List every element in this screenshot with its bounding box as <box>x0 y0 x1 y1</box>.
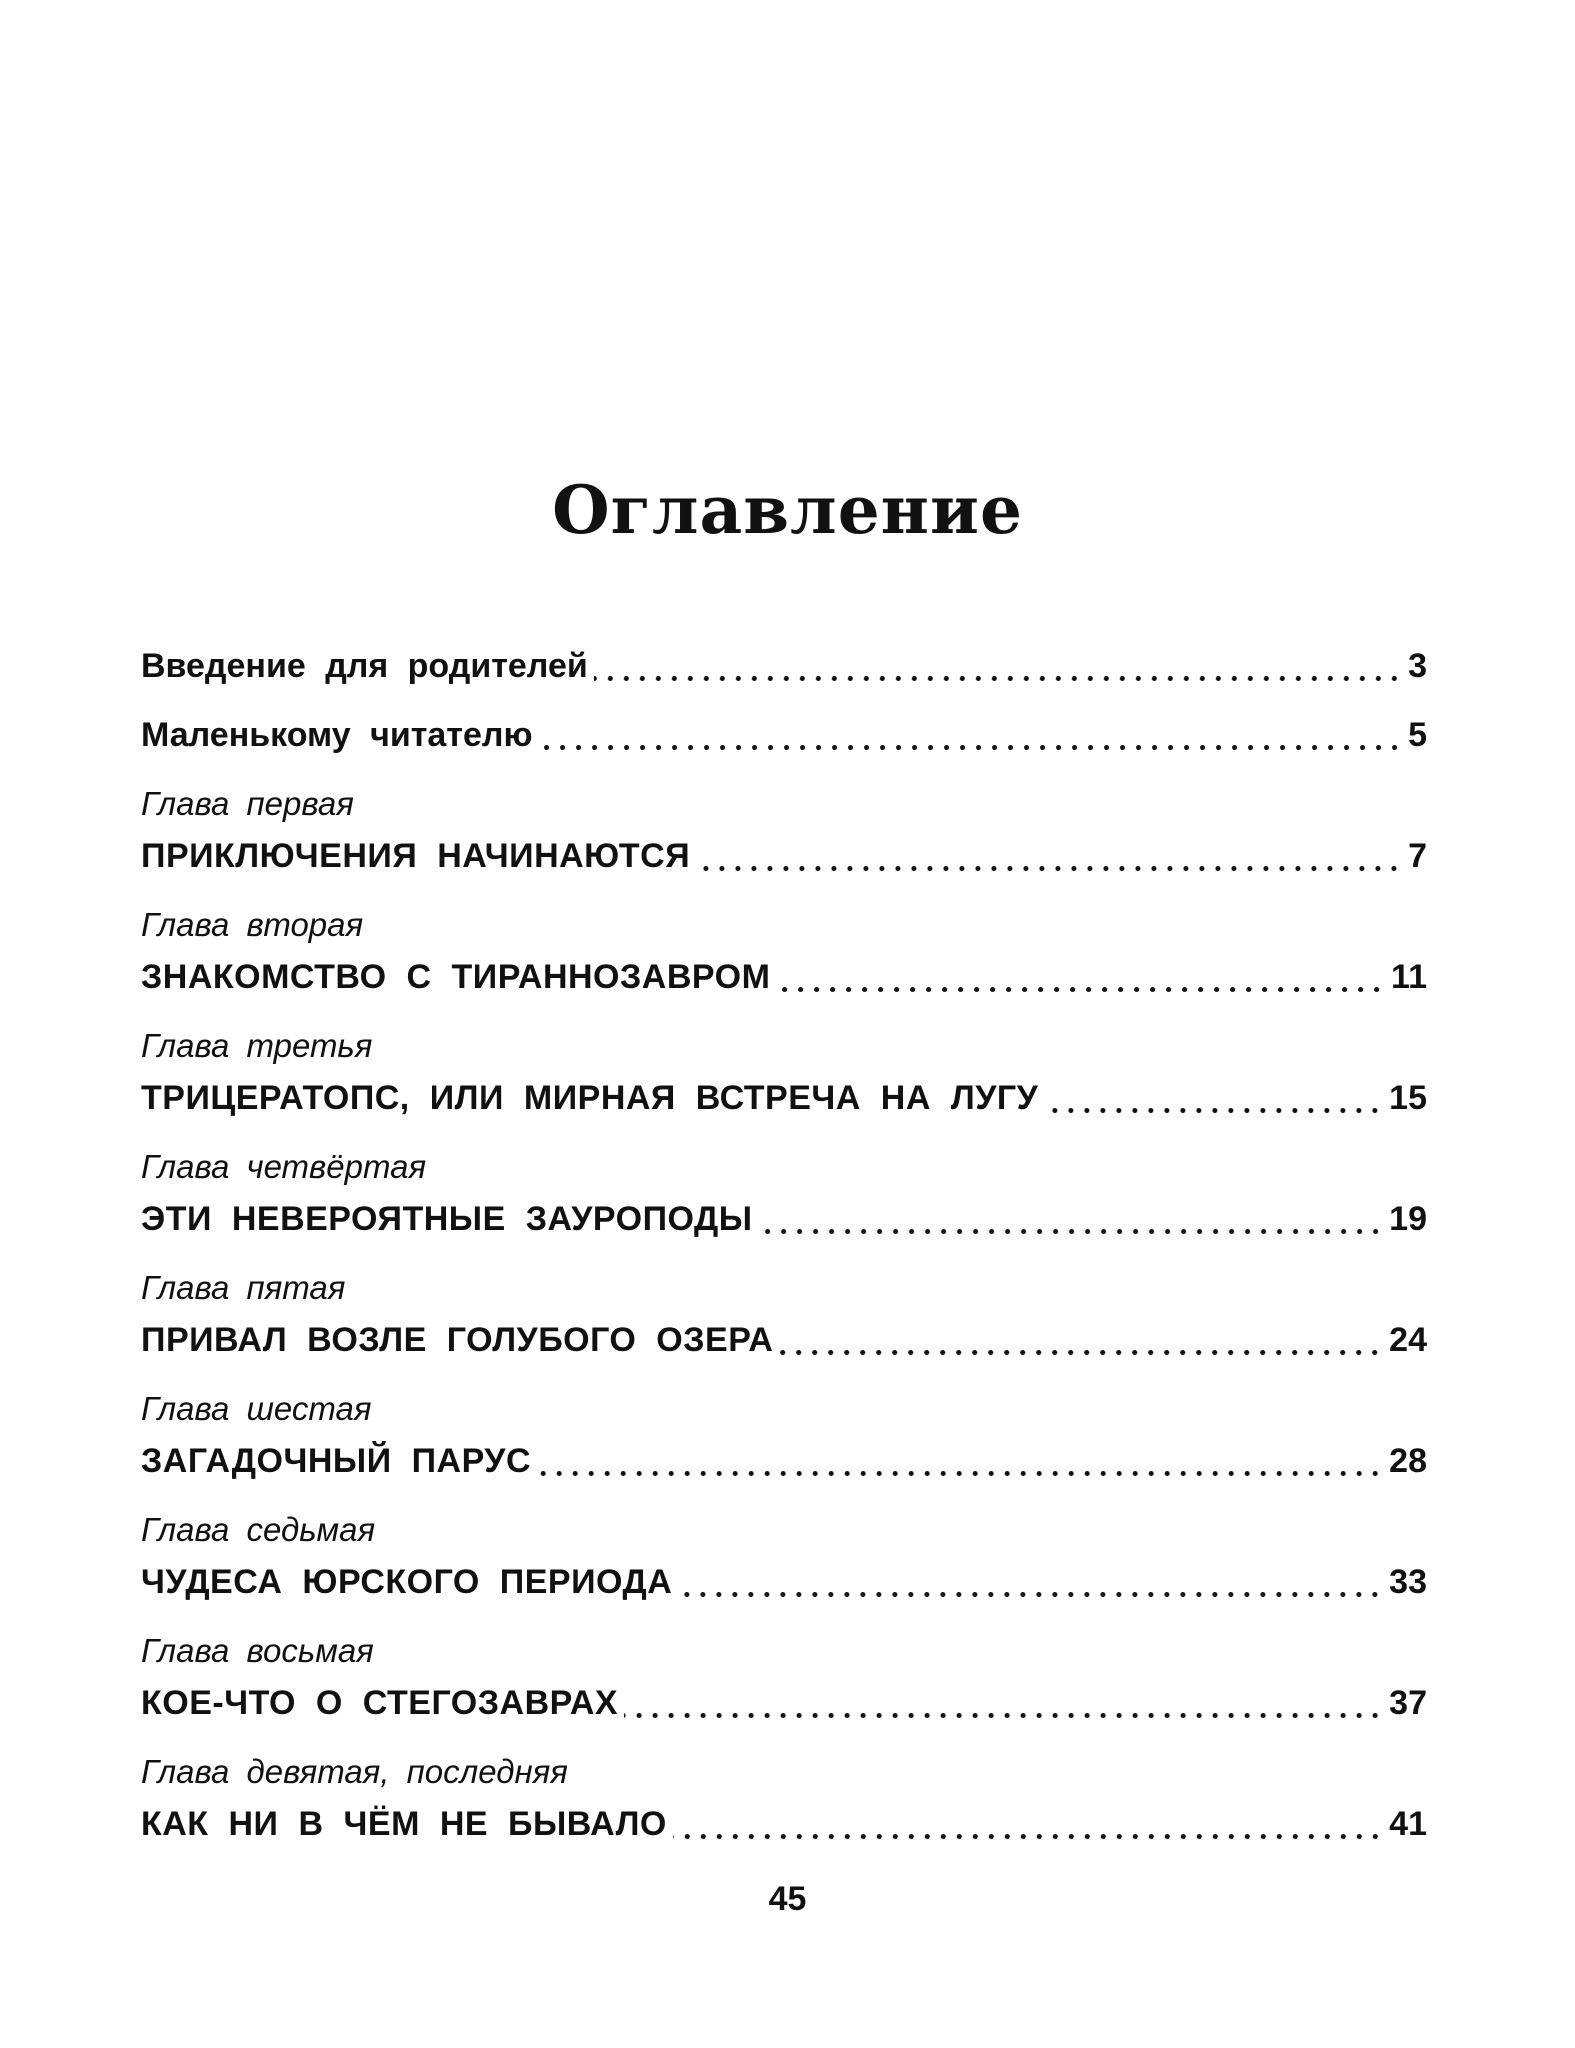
entry-page-number: 37 <box>1389 1684 1427 1722</box>
entry-page-number: 11 <box>1391 958 1427 996</box>
chapter-title: ЗНАКОМСТВО С ТИРАННОЗАВРОМ <box>141 958 771 996</box>
page-number: 45 <box>768 1880 807 1918</box>
toc-line <box>141 1314 1427 1366</box>
toc-line <box>141 1072 1427 1124</box>
dot-leader <box>594 640 1402 692</box>
entry-page-number: 3 <box>1408 647 1427 685</box>
chapter-label: Глава девятая, последняя <box>141 1753 568 1790</box>
toc-entry-chapter-3[interactable] <box>141 1020 1427 1141</box>
dot-leader <box>673 1798 1383 1850</box>
chapter-title: КОЕ-ЧТО О СТЕГОЗАВРАХ <box>141 1684 619 1722</box>
entry-page-number: 15 <box>1389 1079 1427 1117</box>
chapter-label: Глава пятая <box>141 1269 346 1306</box>
toc-entry-chapter-6[interactable] <box>141 1383 1427 1504</box>
toc-entry-chapter-1[interactable] <box>141 778 1427 899</box>
dot-leader <box>678 1556 1383 1608</box>
toc-line <box>141 1798 1427 1850</box>
entry-page-number: 28 <box>1389 1442 1427 1480</box>
toc-entry-chapter-2[interactable] <box>141 899 1427 1020</box>
toc-line <box>141 830 1427 882</box>
chapter-title: ТРИЦЕРАТОПС, ИЛИ МИРНАЯ ВСТРЕЧА НА ЛУГУ <box>141 1079 1039 1117</box>
toc-line <box>141 1556 1427 1608</box>
dot-leader <box>779 1314 1383 1366</box>
chapter-label: Глава шестая <box>141 1390 372 1427</box>
toc-entry-young-reader[interactable] <box>141 709 1427 778</box>
toc-entry-chapter-8[interactable] <box>141 1625 1427 1746</box>
entry-title: Введение для родителей <box>141 647 588 685</box>
chapter-title: КАК НИ В ЧЁМ НЕ БЫВАЛО <box>141 1805 667 1843</box>
toc-entry-chapter-9[interactable] <box>141 1746 1427 1867</box>
entry-page-number: 41 <box>1389 1805 1427 1843</box>
entry-page-number: 19 <box>1389 1200 1427 1238</box>
dot-leader <box>759 1193 1384 1245</box>
entry-page-number: 33 <box>1389 1563 1427 1601</box>
entry-page-number: 24 <box>1389 1321 1427 1359</box>
toc-line <box>141 709 1427 761</box>
dot-leader <box>539 709 1403 761</box>
toc-line <box>141 1193 1427 1245</box>
dot-leader <box>537 1435 1383 1487</box>
toc-entry-intro-parents[interactable] <box>141 640 1427 709</box>
dot-leader <box>776 951 1385 1003</box>
chapter-label: Глава первая <box>141 785 354 822</box>
dot-leader <box>624 1677 1383 1729</box>
chapter-label: Глава третья <box>141 1027 373 1064</box>
toc-line <box>141 1435 1427 1487</box>
entry-page-number: 5 <box>1408 716 1427 754</box>
toc-entry-chapter-5[interactable] <box>141 1262 1427 1383</box>
chapter-label: Глава четвёртая <box>141 1148 427 1185</box>
entry-title: Маленькому читателю <box>141 716 533 754</box>
dot-leader <box>696 830 1402 882</box>
chapter-title: ЧУДЕСА ЮРСКОГО ПЕРИОДА <box>141 1563 673 1601</box>
toc-entry-chapter-4[interactable] <box>141 1141 1427 1262</box>
toc-line <box>141 640 1427 692</box>
chapter-title: ПРИВАЛ ВОЗЛЕ ГОЛУБОГО ОЗЕРА <box>141 1321 774 1359</box>
toc-entry-chapter-7[interactable] <box>141 1504 1427 1625</box>
chapter-label: Глава седьмая <box>141 1511 376 1548</box>
dot-leader <box>1044 1072 1383 1124</box>
table-of-contents <box>141 640 1427 1867</box>
chapter-title: ЗАГАДОЧНЫЙ ПАРУС <box>141 1442 532 1480</box>
entry-page-number: 7 <box>1408 837 1427 875</box>
chapter-label: Глава вторая <box>141 906 364 943</box>
toc-line <box>141 951 1427 1003</box>
toc-line <box>141 1677 1427 1729</box>
chapter-title: ЭТИ НЕВЕРОЯТНЫЕ ЗАУРОПОДЫ <box>141 1200 753 1238</box>
chapter-label: Глава восьмая <box>141 1632 374 1669</box>
page-title: Оглавление <box>552 471 1023 549</box>
chapter-title: ПРИКЛЮЧЕНИЯ НАЧИНАЮТСЯ <box>141 837 691 875</box>
